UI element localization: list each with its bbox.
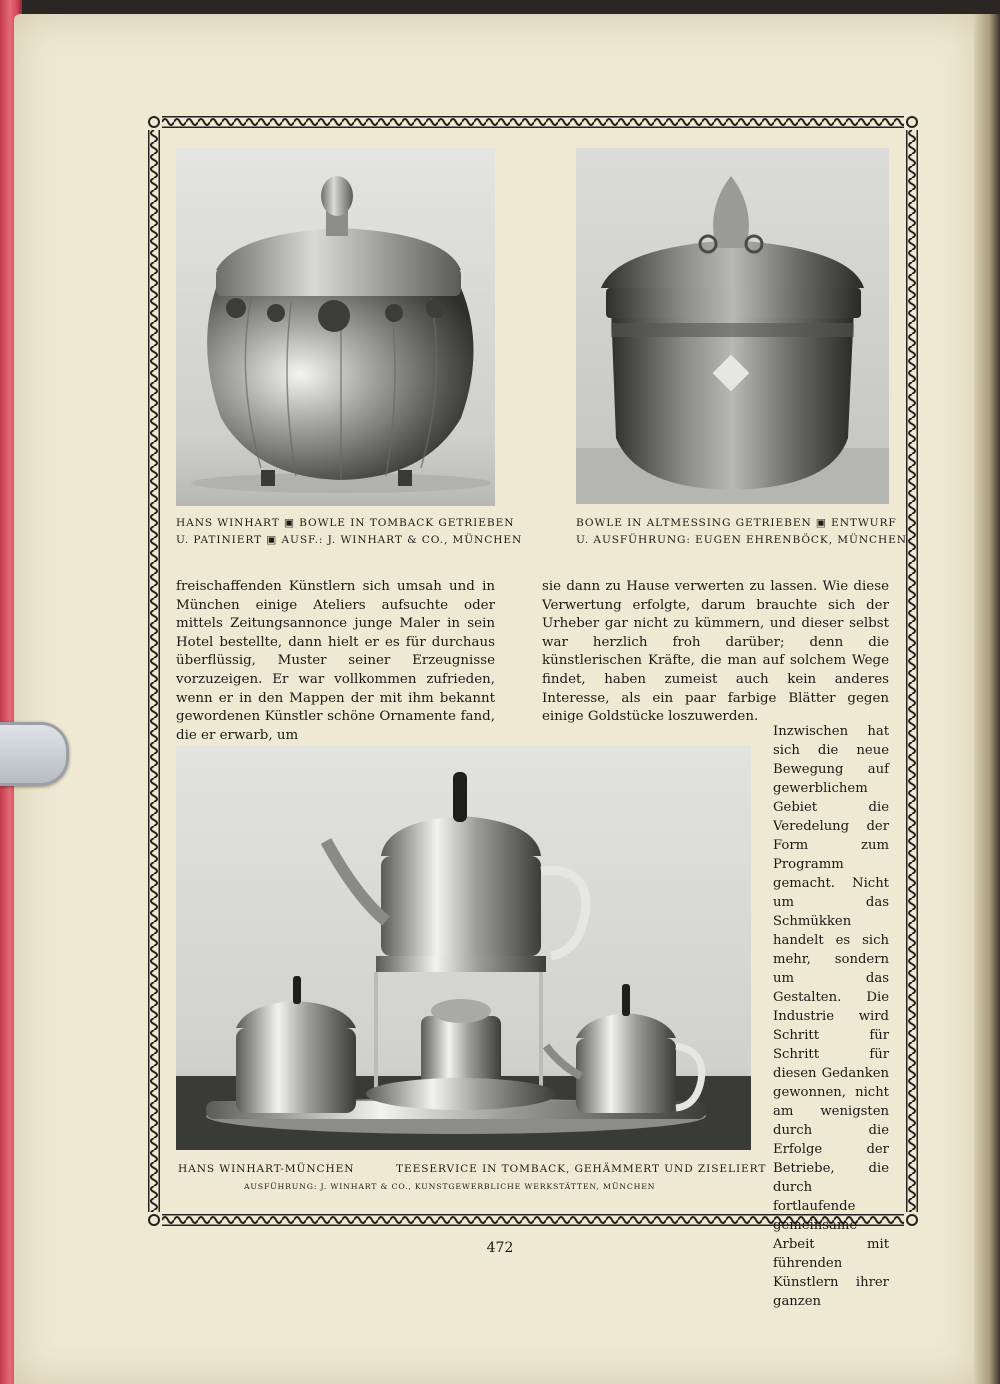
caption-bottom-small: AUSFÜHRUNG: J. WINHART & CO., KUNSTGEWERBLICHE WERKSTÄTTEN, MÜNCHEN [244, 1182, 656, 1191]
caption-left-line1: HANS WINHART ▣ BOWLE IN TOMBACK GETRIEBEN [176, 517, 515, 529]
frame-corner [148, 1214, 160, 1226]
body-column-left [176, 578, 495, 745]
body-column-narrow [773, 722, 889, 1311]
frame-right-border [906, 130, 918, 1212]
frame-corner [148, 116, 160, 128]
frame-corner [906, 116, 918, 128]
body-paragraph: Inzwischen hat sich die neue Bewegung auf gewerblichem Gebiet die Veredelung der Form zum Programm gemacht. Nicht um das Schmükken handelt es sich mehr, sondern um das Gestalten. Die Industrie wird Schritt für Schritt für diesen Gedanken gewonnen, nicht am wenigsten durch die Erfolge der Betriebe, die durch fortlaufende gemeinsame Arbeit mit führenden Künstlern ihrer ganzen [773, 724, 889, 1309]
caption-bottom-left: HANS WINHART-MÜNCHEN [178, 1163, 355, 1175]
book-gutter [974, 14, 1000, 1384]
page-number: 472 [486, 1240, 514, 1256]
frame-left-border [148, 130, 160, 1212]
body-column-right [542, 578, 889, 727]
frame-corner [906, 1214, 918, 1226]
frame-top-border [162, 116, 904, 128]
caption-right-line1: BOWLE IN ALTMESSING GETRIEBEN ▣ ENTWURF [576, 517, 897, 529]
caption-bottom-right: TEESERVICE IN TOMBACK, GEHÄMMERT UND ZISELIERT [396, 1163, 767, 1175]
photo-bowle-tomback [176, 148, 495, 506]
body-paragraph: sie dann zu Hause verwerten zu lassen. Wie diese Verwertung erfolgte, darum brauchte sich der Urheber gar nicht zu kümmern, und dieser selbst war herzlich froh darüber; denn die künstlerischen Kräfte, die man auf solchem Wege findet, haben zumeist auch kein anderes Interesse, als ein paar farbige Blätter gegen einige Goldstücke loszuwerden. [542, 579, 889, 725]
photo-teeservice [176, 746, 751, 1150]
page-clip [0, 722, 69, 786]
body-paragraph: freischaffenden Künstlern sich umsah und in München einige Ateliers aufsuchte oder mittels Zeitungsannonce junge Maler in sein Hotel bestellte, dann hielt er es für durchaus überflüssig, Muster seiner Erzeugnisse vorzuzeigen. Er war vollkommen zufrieden, wenn er in den Mappen der mit ihm bekannt gewordenen Künstler schöne Ornamente fand, die er erwarb, um [176, 579, 495, 743]
photo-bowle-altmessing [576, 148, 889, 504]
caption-right-line2: U. AUSFÜHRUNG: EUGEN EHRENBÖCK, MÜNCHEN [576, 534, 907, 546]
caption-left-line2: U. PATINIERT ▣ AUSF.: J. WINHART & CO., MÜNCHEN [176, 534, 523, 546]
